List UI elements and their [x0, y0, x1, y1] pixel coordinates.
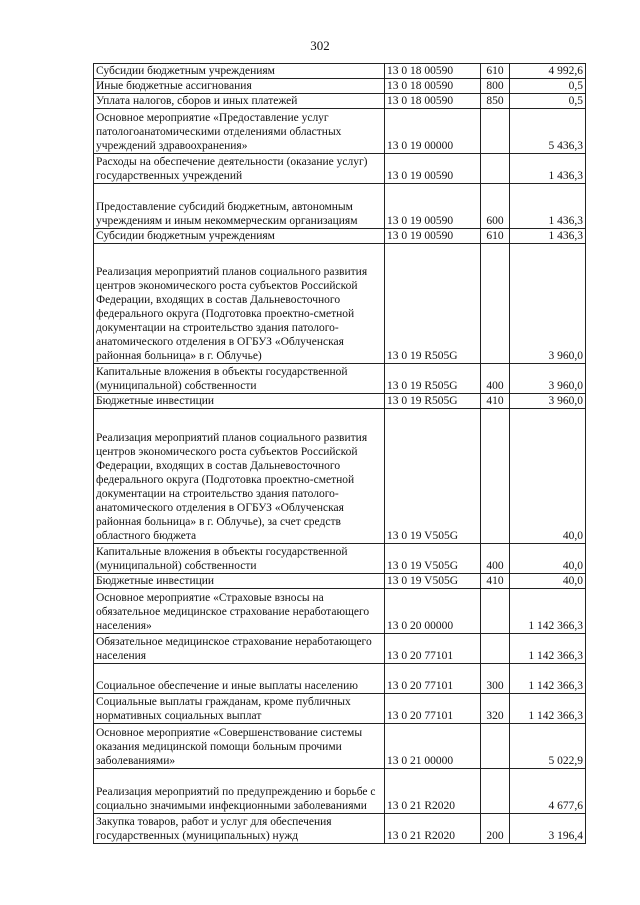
- row-sum-cell: 3 960,0: [510, 244, 586, 364]
- row-expense-type-cell: 850: [481, 94, 510, 109]
- row-sum-cell: 1 142 366,3: [510, 589, 586, 634]
- row-expense-type-cell: 410: [481, 394, 510, 409]
- row-expense-type-cell: 300: [481, 664, 510, 694]
- row-sum-cell: 1 142 366,3: [510, 664, 586, 694]
- table-row: [94, 394, 586, 409]
- table-row: [94, 244, 586, 364]
- row-code-cell: 13 0 19 V505G: [385, 574, 481, 589]
- row-name-cell: Реализация мероприятий планов социального развития центров экономического роста субъектов Российской Федерации, входящих в состав Дальневосточного федерального округа (Подготовка проектно-сметной документации на строительство здания патолого-анатомического отделения в ОГБУЗ «Облученская районная больница» в г. Облучье), за счет средств областного бюджета: [94, 409, 385, 544]
- row-code-cell: 13 0 18 00590: [385, 94, 481, 109]
- row-name-cell: Социальные выплаты гражданам, кроме публичных нормативных социальных выплат: [94, 694, 385, 724]
- row-sum-cell: 4 992,6: [510, 64, 586, 79]
- row-name-cell: Расходы на обеспечение деятельности (оказание услуг) государственных учреждений: [94, 154, 385, 184]
- table-row: [94, 409, 586, 544]
- row-code-cell: 13 0 19 00000: [385, 109, 481, 154]
- row-name-cell: Субсидии бюджетным учреждениям: [94, 229, 385, 244]
- row-code-cell: 13 0 19 R505G: [385, 244, 481, 364]
- row-code-cell: 13 0 19 00590: [385, 184, 481, 229]
- row-code-cell: 13 0 21 00000: [385, 724, 481, 769]
- table-row: [94, 664, 586, 694]
- table-row: [94, 694, 586, 724]
- table-row: [94, 724, 586, 769]
- row-expense-type-cell: [481, 724, 510, 769]
- row-expense-type-cell: [481, 154, 510, 184]
- row-expense-type-cell: 600: [481, 184, 510, 229]
- row-code-cell: 13 0 20 77101: [385, 634, 481, 664]
- row-name-cell: Субсидии бюджетным учреждениям: [94, 64, 385, 79]
- row-code-cell: 13 0 19 R505G: [385, 364, 481, 394]
- row-sum-cell: 3 196,4: [510, 814, 586, 844]
- table-row: [94, 154, 586, 184]
- row-code-cell: 13 0 20 77101: [385, 664, 481, 694]
- row-name-cell: Социальное обеспечение и иные выплаты населению: [94, 664, 385, 694]
- row-name-cell: Бюджетные инвестиции: [94, 574, 385, 589]
- table-row: [94, 109, 586, 154]
- row-expense-type-cell: [481, 634, 510, 664]
- row-name-cell: Основное мероприятие «Страховые взносы на обязательное медицинское страхование неработающего населения»: [94, 589, 385, 634]
- row-expense-type-cell: 200: [481, 814, 510, 844]
- row-expense-type-cell: 400: [481, 544, 510, 574]
- row-name-cell: Закупка товаров, работ и услуг для обеспечения государственных (муниципальных) нужд: [94, 814, 385, 844]
- table-row: [94, 229, 586, 244]
- table-row: [94, 94, 586, 109]
- row-sum-cell: 4 677,6: [510, 769, 586, 814]
- row-name-cell: Реализация мероприятий по предупреждению и борьбе с социально значимыми инфекционными заболеваниями: [94, 769, 385, 814]
- table-row: [94, 769, 586, 814]
- row-expense-type-cell: 610: [481, 64, 510, 79]
- row-expense-type-cell: [481, 244, 510, 364]
- row-expense-type-cell: 610: [481, 229, 510, 244]
- table-row: [94, 79, 586, 94]
- row-sum-cell: 5 022,9: [510, 724, 586, 769]
- table-row: [94, 634, 586, 664]
- row-sum-cell: 40,0: [510, 409, 586, 544]
- row-name-cell: Обязательное медицинское страхование неработающего населения: [94, 634, 385, 664]
- table-row: [94, 64, 586, 79]
- row-name-cell: Уплата налогов, сборов и иных платежей: [94, 94, 385, 109]
- row-name-cell: Основное мероприятие «Предоставление услуг патологоанатомическими отделениями областных учреждений здравоохранения»: [94, 109, 385, 154]
- row-expense-type-cell: [481, 769, 510, 814]
- row-sum-cell: 3 960,0: [510, 364, 586, 394]
- row-code-cell: 13 0 18 00590: [385, 79, 481, 94]
- row-name-cell: Бюджетные инвестиции: [94, 394, 385, 409]
- row-sum-cell: 5 436,3: [510, 109, 586, 154]
- row-name-cell: Предоставление субсидий бюджетным, автономным учреждениям и иным некоммерческим организациям: [94, 184, 385, 229]
- table-row: [94, 184, 586, 229]
- row-code-cell: 13 0 19 V505G: [385, 409, 481, 544]
- row-sum-cell: 3 960,0: [510, 394, 586, 409]
- row-name-cell: Капитальные вложения в объекты государственной (муниципальной) собственности: [94, 544, 385, 574]
- row-expense-type-cell: [481, 589, 510, 634]
- row-name-cell: Основное мероприятие «Совершенствование системы оказания медицинской помощи больным прочими заболеваниями»: [94, 724, 385, 769]
- table-row: [94, 544, 586, 574]
- table-row: [94, 589, 586, 634]
- row-expense-type-cell: [481, 409, 510, 544]
- budget-table: [93, 63, 586, 844]
- row-code-cell: 13 0 21 R2020: [385, 814, 481, 844]
- row-expense-type-cell: 800: [481, 79, 510, 94]
- row-sum-cell: 0,5: [510, 79, 586, 94]
- row-code-cell: 13 0 20 00000: [385, 589, 481, 634]
- row-code-cell: 13 0 21 R2020: [385, 769, 481, 814]
- row-expense-type-cell: 400: [481, 364, 510, 394]
- row-sum-cell: 1 436,3: [510, 154, 586, 184]
- budget-table-body: [94, 64, 586, 844]
- row-code-cell: 13 0 19 00590: [385, 154, 481, 184]
- row-code-cell: 13 0 19 R505G: [385, 394, 481, 409]
- row-name-cell: Реализация мероприятий планов социального развития центров экономического роста субъектов Российской Федерации, входящих в состав Дальневосточного федерального округа (Подготовка проектно-сметной документации на строительство здания патолого-анатомического отделения в ОГБУЗ «Облученская районная больница» в г. Облучье): [94, 244, 385, 364]
- row-expense-type-cell: 410: [481, 574, 510, 589]
- row-sum-cell: 1 142 366,3: [510, 694, 586, 724]
- row-code-cell: 13 0 18 00590: [385, 64, 481, 79]
- row-expense-type-cell: 320: [481, 694, 510, 724]
- row-code-cell: 13 0 20 77101: [385, 694, 481, 724]
- table-row: [94, 364, 586, 394]
- row-sum-cell: 40,0: [510, 544, 586, 574]
- row-name-cell: Капитальные вложения в объекты государственной (муниципальной) собственности: [94, 364, 385, 394]
- table-row: [94, 574, 586, 589]
- row-name-cell: Иные бюджетные ассигнования: [94, 79, 385, 94]
- row-sum-cell: 40,0: [510, 574, 586, 589]
- row-code-cell: 13 0 19 00590: [385, 229, 481, 244]
- row-sum-cell: 1 142 366,3: [510, 634, 586, 664]
- row-expense-type-cell: [481, 109, 510, 154]
- table-row: [94, 814, 586, 844]
- row-code-cell: 13 0 19 V505G: [385, 544, 481, 574]
- page-number: 302: [310, 38, 330, 53]
- row-sum-cell: 1 436,3: [510, 184, 586, 229]
- row-sum-cell: 1 436,3: [510, 229, 586, 244]
- row-sum-cell: 0,5: [510, 94, 586, 109]
